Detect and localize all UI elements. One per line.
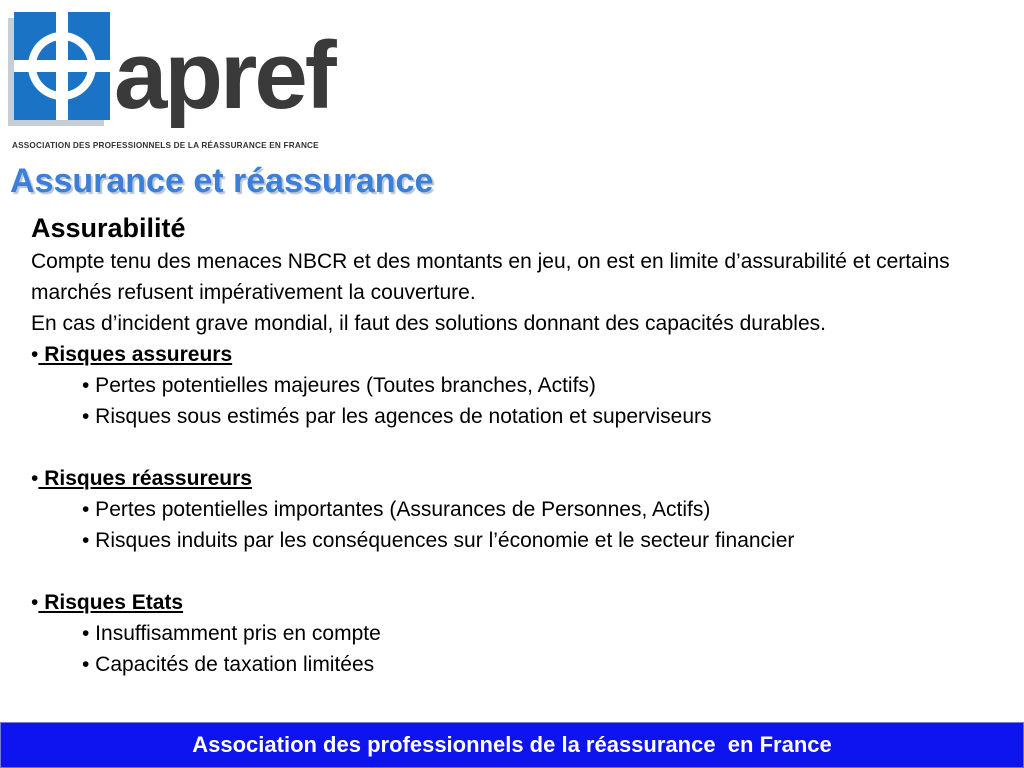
- logo-wordmark: apref: [114, 22, 334, 129]
- section-heading: Risques réassureurs: [38, 467, 252, 490]
- list-item: • Capacités de taxation limitées: [82, 653, 375, 676]
- section-heading: Risques assureurs: [38, 343, 233, 366]
- list-item: • Pertes potentielles importantes (Assurances de Personnes, Actifs): [82, 498, 711, 521]
- list-item: • Risques induits par les conséquences sur l’économie et le secteur financier: [82, 529, 795, 552]
- slide-subtitle: Assurabilité: [31, 213, 186, 243]
- section-states: [31, 587, 1016, 618]
- bullet-marker: •: [31, 467, 39, 490]
- logo-tagline: ASSOCIATION DES PROFESSIONNELS DE LA RÉASSURANCE EN FRANCE: [12, 141, 319, 150]
- bullet-marker: •: [31, 591, 39, 614]
- list-item: • Insuffisamment pris en compte: [82, 622, 381, 645]
- apref-logo: [6, 10, 366, 155]
- section-reinsurers: [31, 463, 1016, 494]
- slide-content: [31, 210, 1016, 680]
- section-heading: Risques Etats: [38, 591, 184, 614]
- intro-paragraph: Compte tenu des menaces NBCR et des montants en jeu, on est en limite d’assurabilité et certains marchés refusent impérativement la couverture.: [31, 250, 950, 304]
- bullet-marker: •: [31, 343, 39, 366]
- list-item: • Pertes potentielles majeures (Toutes branches, Actifs): [82, 374, 596, 397]
- section-insurers: [31, 339, 1016, 370]
- footer-banner: [0, 722, 1024, 768]
- footer-text: Association des professionnels de la réassurance en France: [192, 732, 832, 757]
- slide-title: Assurance et réassurance: [10, 162, 434, 200]
- logo-emblem-icon: [6, 10, 116, 135]
- list-item: • Risques sous estimés par les agences de notation et superviseurs: [82, 405, 712, 428]
- capacity-paragraph: En cas d’incident grave mondial, il faut des solutions donnant des capacités durables.: [31, 312, 826, 335]
